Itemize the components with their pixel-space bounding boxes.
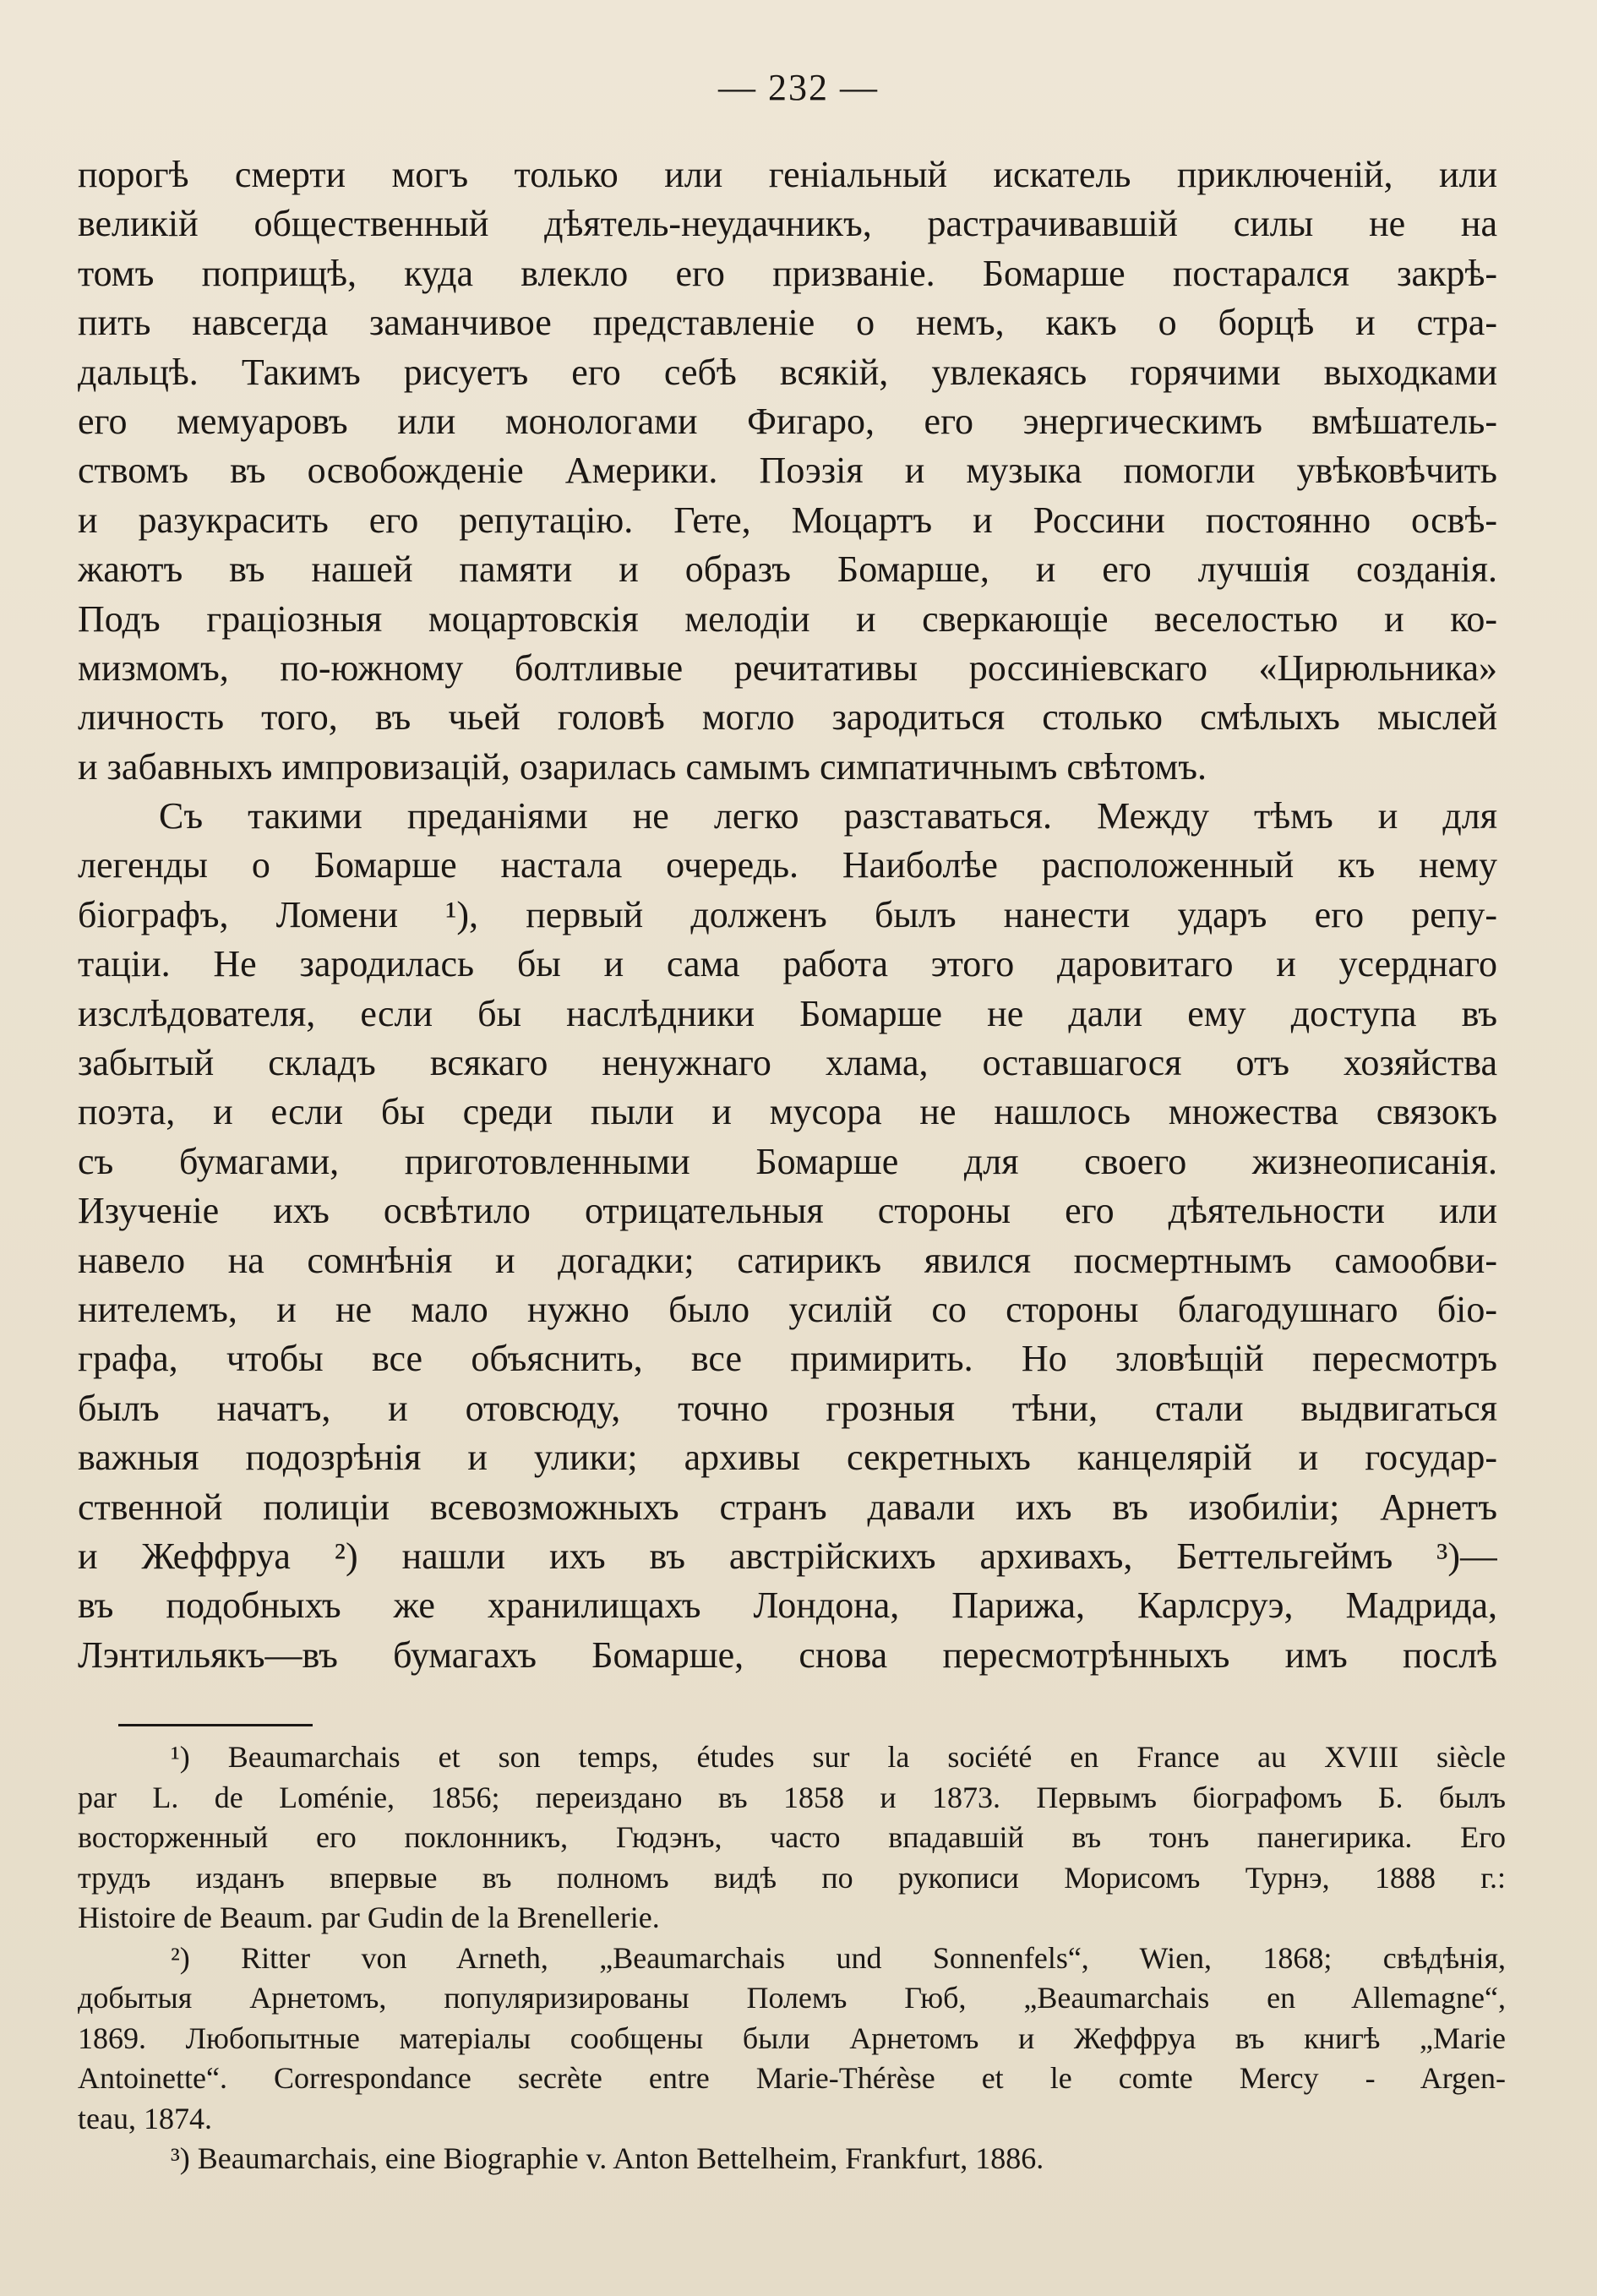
- body-line: его мемуаровъ или монологами Фигаро, его энергическимъ вмѣшатель-: [78, 400, 1497, 442]
- body-line: ственной полиціи всевозможныхъ странъ давали ихъ въ изобиліи; Арнетъ: [78, 1486, 1497, 1528]
- body-line: біографъ, Ломени ¹), первый долженъ былъ нанести ударъ его репу-: [78, 893, 1497, 935]
- body-line: порогѣ смерти могъ только или геніальный искатель приключеній, или: [78, 154, 1497, 195]
- body-line: дальцѣ. Такимъ рисуетъ его себѣ всякій, увлекаясь горячими выходками: [78, 351, 1497, 393]
- body-line: легенды о Бомарше настала очередь. Наиболѣе расположенный къ нему: [78, 844, 1497, 886]
- body-line: и Жеффруа ²) нашли ихъ въ австрійскихъ архивахъ, Беттельгеймъ ³)—: [78, 1535, 1497, 1577]
- footnote-line: восторженный его поклонникъ, Гюдэнъ, часто впадавшій въ тонъ панегирика. Его: [78, 1820, 1506, 1854]
- footnote-divider: [118, 1724, 313, 1726]
- body-line: мизмомъ, по-южному болтливые речитативы россиніевскаго «Цирюльника»: [78, 646, 1497, 689]
- footnote-line: добытыя Арнетомъ, популяризированы Полемъ Гюб, „Beaumarchais en Allemagne“,: [78, 1981, 1506, 2015]
- body-line: забытый складъ всякаго ненужнаго хлама, оставшагося отъ хозяйства: [78, 1042, 1497, 1084]
- footnote-line: par L. de Loménie, 1856; переиздано въ 1858 и 1873. Первымъ біографомъ Б. былъ: [78, 1780, 1506, 1814]
- body-line: и забавныхъ импровизацій, озарилась самымъ симпатичнымъ свѣтомъ.: [78, 745, 1207, 788]
- footnote-line: Antoinette“. Correspondance secrète entre Marie-Thérèse et le comte Mercy - Argen-: [78, 2061, 1506, 2095]
- body-line: Изученіе ихъ освѣтило отрицательныя стороны его дѣятельности или: [78, 1190, 1497, 1232]
- footnote-line: Histoire de Beaum. par Gudin de la Brenellerie.: [78, 1901, 660, 1934]
- body-line: изслѣдователя, если бы наслѣдники Бомарше не дали ему доступа въ: [78, 992, 1497, 1034]
- footnote-line: 1869. Любопытные матеріалы сообщены были Арнетомъ и Жеффруа въ книгѣ „Marie: [78, 2021, 1506, 2055]
- body-line: съ бумагами, приготовленными Бомарше для своего жизнеописанія.: [78, 1140, 1497, 1182]
- footnote-line: трудъ изданъ впервые въ полномъ видѣ по рукописи Морисомъ Турнэ, 1888 г.:: [78, 1860, 1506, 1895]
- body-line: таціи. Не зародилась бы и сама работа этого даровитаго и усерднаго: [78, 943, 1497, 985]
- body-line: великій общественный дѣятель-неудачникъ, растрачивавшій силы не на: [78, 203, 1497, 245]
- footnote-line: ²) Ritter von Arneth, „Beaumarchais und Sonnenfels“, Wien, 1868; свѣдѣнія,: [171, 1940, 1506, 1975]
- body-line: былъ начатъ, и отовсюду, точно грозныя тѣни, стали выдвигаться: [78, 1387, 1497, 1429]
- body-line: важныя подозрѣнія и улики; архивы секретныхъ канцелярій и государ-: [78, 1437, 1497, 1479]
- body-line: Лэнтильякъ—въ бумагахъ Бомарше, снова пересмотрѣнныхъ имъ послѣ: [78, 1633, 1497, 1676]
- body-line: графа, чтобы все объяснить, все примирить. Но зловѣщій пересмотръ: [78, 1338, 1497, 1380]
- footnote-line: teau, 1874.: [78, 2101, 212, 2135]
- body-line: Съ такими преданіями не легко разставаться. Между тѣмъ и для: [159, 795, 1497, 837]
- body-line: личность того, въ чьей головѣ могло зародиться столько смѣлыхъ мыслей: [78, 696, 1497, 739]
- body-line: навело на сомнѣнія и догадки; сатирикъ явился посмертнымъ самообви-: [78, 1239, 1497, 1281]
- body-line: въ подобныхъ же хранилищахъ Лондона, Парижа, Карлсруэ, Мадрида,: [78, 1584, 1497, 1627]
- body-line: томъ поприщѣ, куда влекло его призваніе. Бомарше постарался закрѣ-: [78, 252, 1497, 294]
- page-number: — 232 —: [718, 67, 879, 108]
- body-line: ствомъ въ освобожденіе Америки. Поэзія и музыка помогли увѣковѣчить: [78, 450, 1497, 492]
- body-line: Подъ граціозныя моцартовскія мелодіи и сверкающіе веселостью и ко-: [78, 597, 1497, 640]
- body-line: пить навсегда заманчивое представленіе о немъ, какъ о борцѣ и стра-: [78, 302, 1497, 344]
- body-line: поэта, и если бы среди пыли и мусора не нашлось множества связокъ: [78, 1091, 1497, 1133]
- body-line: нителемъ, и не мало нужно было усилій со стороны благодушнаго біо-: [78, 1288, 1497, 1330]
- footnotes: [78, 1737, 1506, 2179]
- footnote-line: ¹) Beaumarchais et son temps, études sur la société en France au XVIII siècle: [171, 1740, 1506, 1774]
- body-line: и разукрасить его репутацію. Гете, Моцартъ и Россини постоянно освѣ-: [78, 499, 1497, 541]
- footnote-line: ³) Beaumarchais, eine Biographie v. Anton Bettelheim, Frankfurt, 1886.: [171, 2141, 1044, 2175]
- body-text: [78, 150, 1497, 1680]
- body-line: жаютъ въ нашей памяти и образъ Бомарше, и его лучшія созданія.: [78, 548, 1497, 591]
